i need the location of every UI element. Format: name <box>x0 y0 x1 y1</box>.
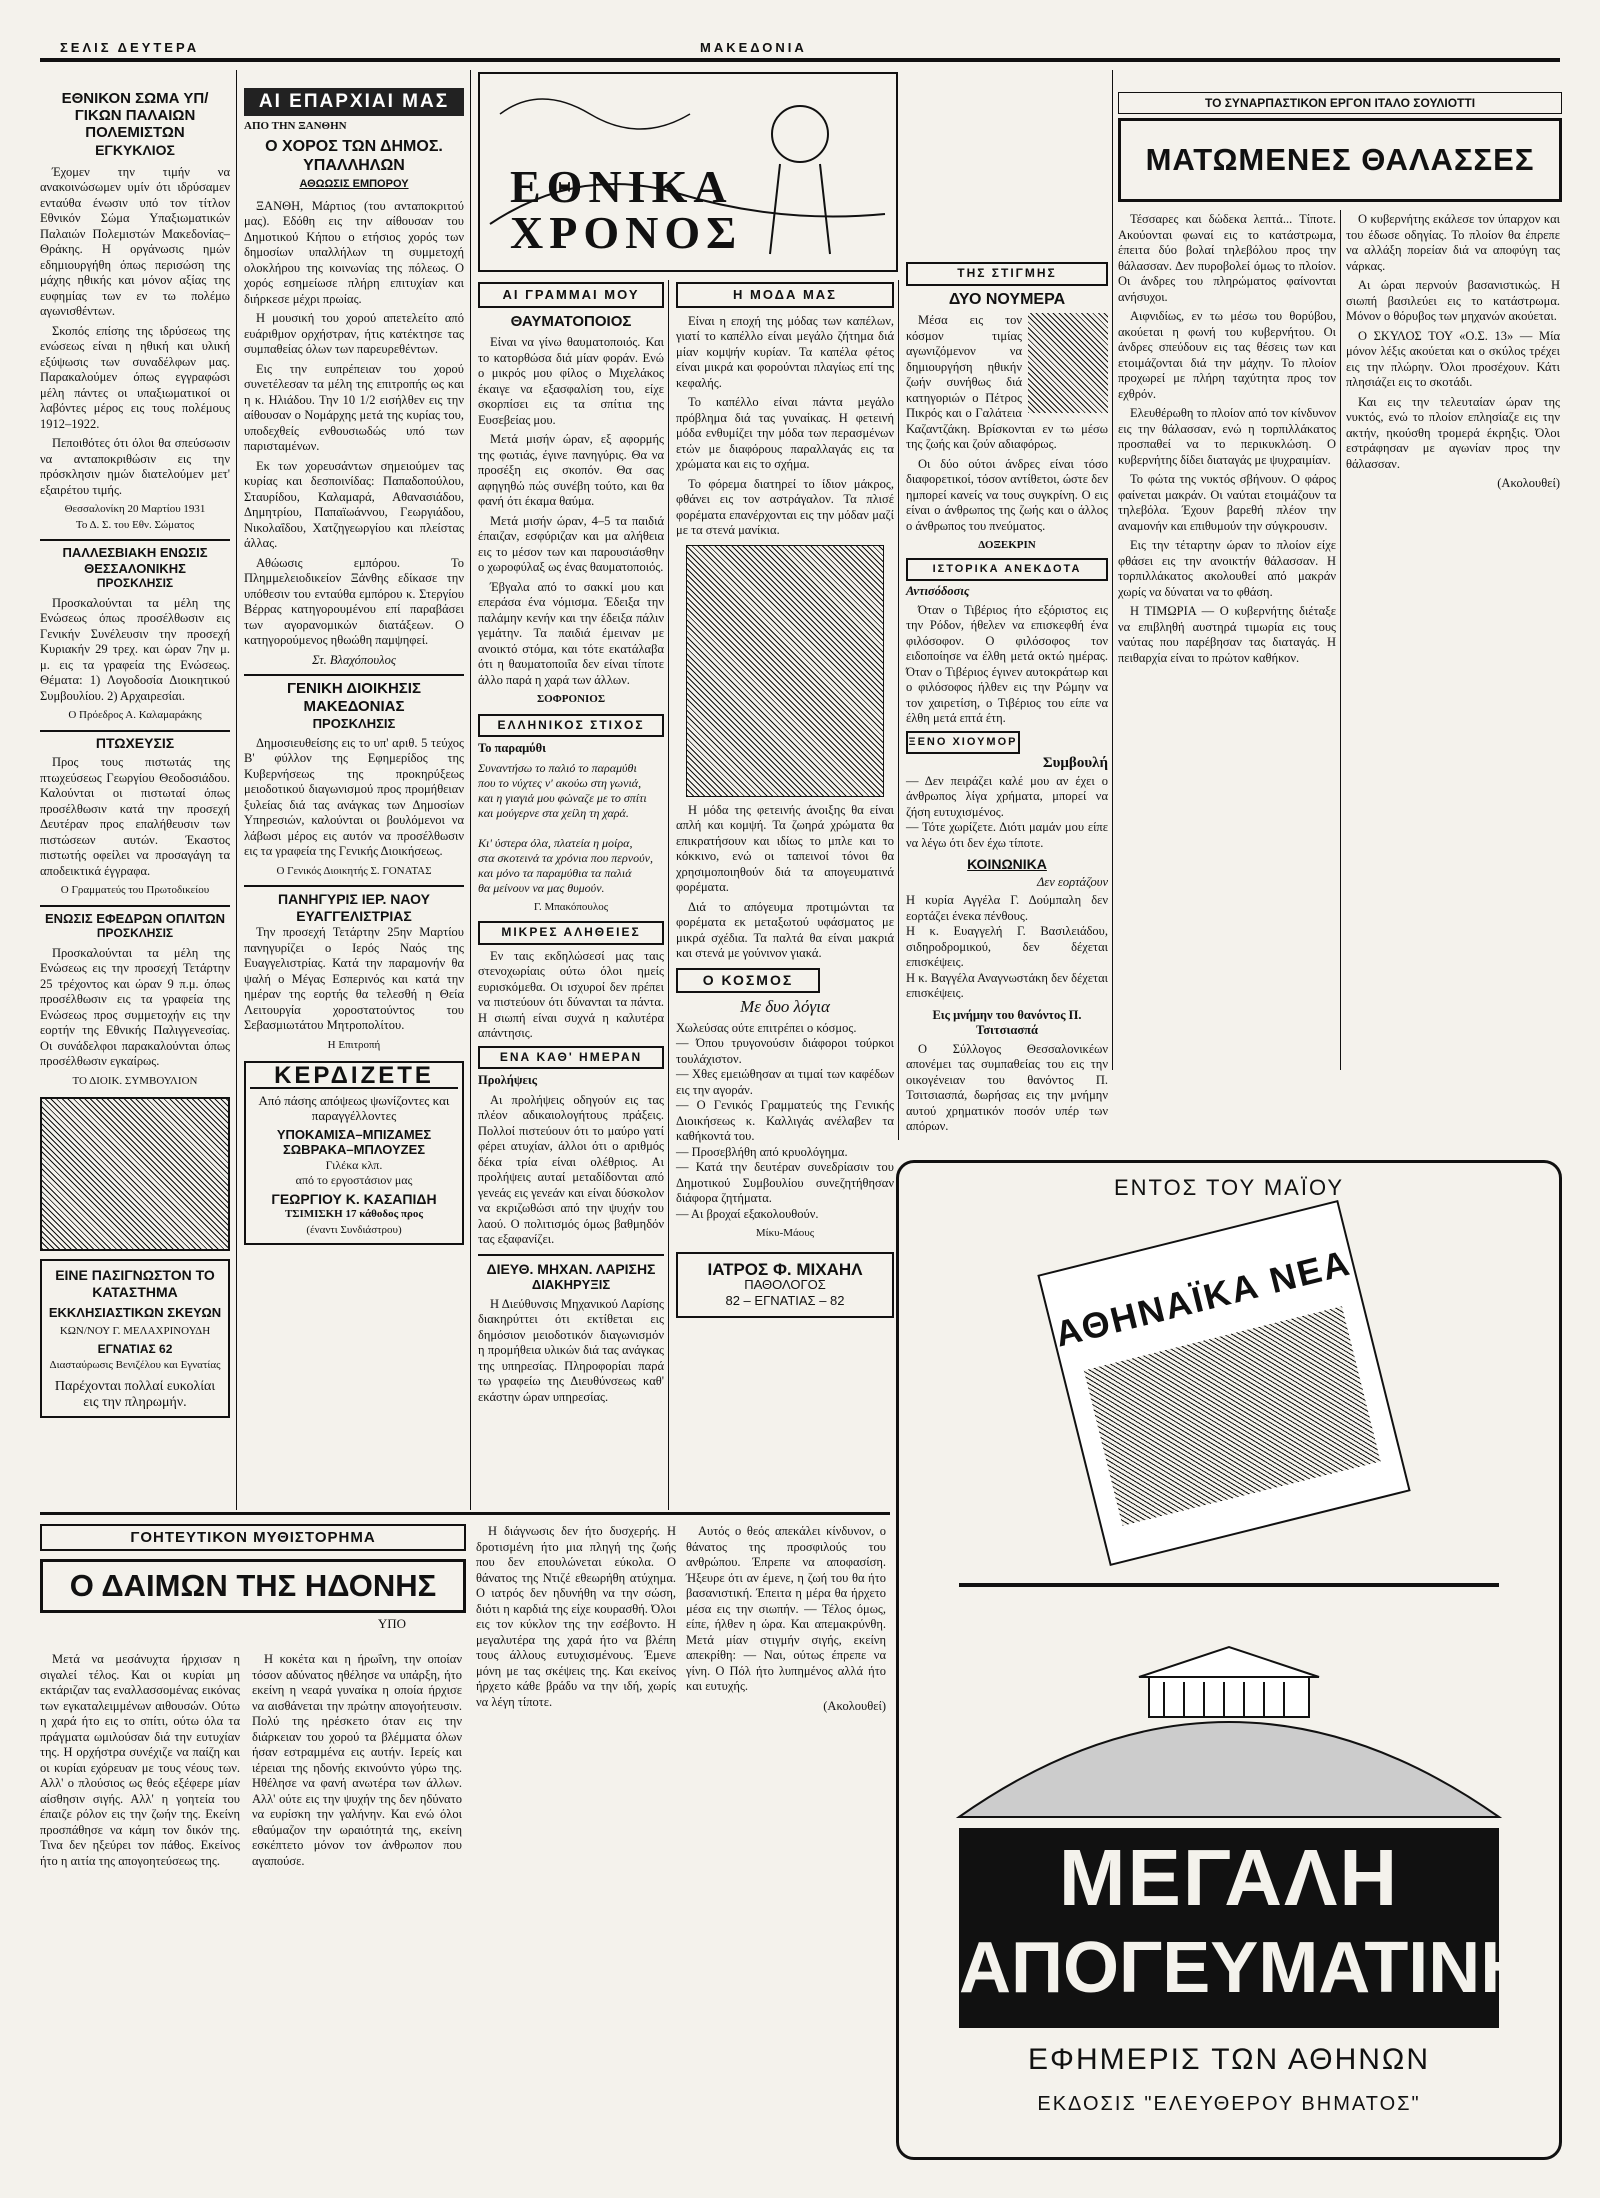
column-6a <box>1118 212 1336 1072</box>
article-paragraph: Αθώωσις εμπόρου. Το Πλημμελειοδικείον Ξάνθης εδίκασε την υπόθεσιν του ενταύθα εμπόρου κ. Στεργίου Βέρρας κατηγορουμένου επί παραβάσει των αγορανομικών διατάξεων. Ο κατηγορούμενος ηθωώθη παμψηφεί. <box>244 555 464 647</box>
section-heading: Η ΜΟΔΑ ΜΑΣ <box>676 282 894 308</box>
ecclesiastical-items-illustration <box>40 1097 230 1251</box>
news-briefs: Χωλεύσας ούτε επιτρέπει ο κόσμος. — Όπου τρυγονούσιν διάφοροι τούρκοι τουλάχιστον. — Χθες εμειώθησαν αι τιμαί των καφέδων εις την αγοράν. — Ο Γενικός Γραμματεύς της Γενικής Διοικήσεως κ. Καλλιγάς ανέλαβεν τα καθήκοντά του. — Προσεβλήθη από κρυολόγημα. — Κατά την δευτέραν συνεδρίασιν του Δημοτικού Συμβουλίου συνεζητήθησαν διάφορα ζητήματα. — Αι βροχαί εξακολουθούν. <box>676 1020 894 1221</box>
masthead-rule <box>40 58 1560 62</box>
section-banner: ΑΙ ΕΠΑΡΧΙΑΙ ΜΑΣ <box>244 88 464 116</box>
portrait-illustration <box>1028 313 1108 413</box>
signature: Ο Γραμματεύς του Πρωτοδικείου <box>60 884 210 896</box>
article-paragraph: Η κοκέτα και η ήρωΐνη, την οποίαν τόσον αδύνατος ηθέλησε να υπάρξη, ήτο εκείνη η νεαρά γυναίκα η οποία ήρχισε να αισθάνεται την πρώτην απογοήτευσιν. Πολύ της ηρέσκετο όταν εις την διάρκειαν του χορού τα βλέμματα όλων ήσαν εστραμμένα εις αυτήν. Ιερείς και ιέρειαι της ηδονής εκινούντο γύρω της. Ηθέλησε να φανή ανωτέρα των άλλων. Αλλ' ούτε εις την ψυχήν της δεν ηδύνατο να ευρίσκη την γαλήνην. Και ενώ όλοι εθαύμαζον την ωραιότητά της, εκείνη εσκέπτετο μόνον τον άνθρωπον που αγαπούσε. <box>252 1652 462 1868</box>
ad-newspaper-name: ΑΘΗΝΑΪΚΑ ΝΕΑ <box>1050 1241 1355 1355</box>
article-paragraph: Σκοπός επίσης της ιδρύσεως της ενώσεως είναι η ηθική και υλική εξύψωσις των συναδέλφων μας. Παρακαλούμεν όπως εγγραφώσι μέλη πάντες οι υπαξιωματικοί οι λαβόντες μέρος εις τους πολέμους 1912–1922. <box>40 323 230 431</box>
serial-title: Ο ΔΑΙΜΩΝ ΤΗΣ ΗΔΟΝΗΣ <box>40 1559 466 1613</box>
ad-line: Από πάσης απόψεως ψωνίζοντες και παραγγέλλοντες <box>258 1092 450 1123</box>
ad-headline-word: ΜΕΓΑΛΗ <box>1058 1833 1400 1922</box>
signature: Η Επιτροπή <box>327 1038 381 1051</box>
divider <box>478 1254 664 1256</box>
ad-line: από το εργοστάσιον μας <box>295 1173 413 1187</box>
notice-body: Η Διεύθυνσις Μηχανικού Λαρίσης διακηρύττει ότι εκτίθεται εις δημόσιον μειοδοτικόν διαγωνισμόν η προμήθεια υλικών διά τας ανάγκας της υπηρεσίας. Πληροφορίαι παρά τω γραφείω της Διευθύνσεως καθ' εκάστην ώραν υπηρεσίας. <box>478 1296 664 1404</box>
newspaper-columns-illustration <box>1084 1306 1381 1526</box>
notice-body: Δημοσιευθείσης εις το υπ' αριθ. 5 τεύχος Β' φύλλον της Εφημερίδος της Κυβερνήσεως της προκηρύξεως μειοδοτικού διαγωνισμού προς προμήθειαν ξυλείας διά τας ανάγκας των Δημοσίων Υπηρεσιών, καλούνται οι βουλόμενοι να λάβωσι μέρος εις αυτόν να προσέλθωσιν εις τα γραφεία της Γενικής Διοικήσεως. <box>244 735 464 858</box>
article-paragraph: Τέσσαρες και δώδεκα λεπτά... Τίποτε. Ακούονται φωναί εις το κατάστρωμα, έπειτα δύο βολαί τηλεβόλου προς την θάλασσαν. Δεν πυροβολεί όμως το πλοίον. Οι άνδρες του πληρώματος φαίνονται ανήσυχοι. <box>1118 212 1336 304</box>
article-paragraph: Μετά μισήν ώραν, 4–5 τα παιδιά έπαιζαν, εσφύριζαν και μα αλήθεια εις το μέσον των και παρουσιάσθην ο χωροφύλαξ ως ένας θαυματοποιός. <box>478 513 664 574</box>
ad-merchant-name: ΓΕΩΡΓΙΟΥ Κ. ΚΑΣΑΠΙΔΗ <box>271 1190 437 1207</box>
article-title: ΔΥΟ ΝΟΥΜΕΡΑ <box>948 290 1066 308</box>
divider <box>244 674 464 676</box>
dateline: ΑΠΟ ΤΗΝ ΞΑΝΘΗΝ <box>244 119 347 132</box>
ad-tagline: ΕΝΤΟΣ ΤΟΥ ΜΑΪΟΥ <box>1113 1175 1345 1200</box>
ad-specialty: ΠΑΘΟΛΟΓΟΣ <box>744 1277 826 1292</box>
serial-header <box>40 1524 466 1644</box>
notice-body: Προς τους πιστωτάς της πτωχεύσεως Γεωργίου Θεοδοσιάδου. Καλούνται οι πιστωταί όπως προσέλθωσιν κατά την προσεχή Δευτέραν προς επαλήθευσιν των πιστώσεων αυτών. Έκαστος πιστωτής οφείλει να προσαγάγη τα αποδεικτικά έγγραφα. <box>40 755 230 878</box>
notice-subtitle: ΠΡΟΣΚΛΗΣΙΣ <box>312 716 396 731</box>
ad-offer: Παρέχονται πολλαί ευκολίαι εις την πληρωμήν. <box>54 1379 216 1410</box>
ad-doctor-name: ΙΑΤΡΟΣ Φ. ΜΙΧΑΗΛ <box>707 1259 863 1279</box>
serial-title: ΜΑΤΩΜΕΝΕΣ ΘΑΛΑΣΣΕΣ <box>1118 118 1562 202</box>
page-label: ΣΕΛΙΣ ΔΕΥΤΕΡΑ <box>60 40 200 55</box>
article-paragraph: Η διάγνωσις δεν ήτο δυσχερής. Η δροτισμένη ήτο μια πληγή της ζωής που δεν επουλώνεται εύκολα. Ο θάνατος της Ντιζέ εθεωρήθη ατύχημα. Ο ιατρός δεν ηδυνήθη να την σώση, διότι η καρδιά της είχε κουρασθή. Όλοι εις τον κύκλον της την εσέβοντο. Η μεγαλυτέρα της χαρά ήτο να βλέπη τους άλλους ευτυχισμένους. Έμενε μόνη με τας σκέψεις της. Και εκείνος ήρχετο κάθε βράδυ να την ιδή, χωρίς να λέγη τίποτε. <box>476 1524 676 1709</box>
column-4 <box>676 282 894 1510</box>
divider <box>40 730 230 732</box>
column-3 <box>478 282 664 1510</box>
section-heading: ΞΕΝΟ ΧΙΟΥΜΟΡ <box>906 731 1020 755</box>
clothing-advertisement <box>244 1061 464 1245</box>
ad-headline: ΚΕΡΔΙΖΕΤΕ <box>250 1068 458 1089</box>
section-heading: ΕΝΑ ΚΑΘ' ΗΜΕΡΑΝ <box>478 1046 664 1070</box>
ad-headline: ΕΙΝΕ ΠΑΣΙΓΝΩΣΤΟΝ ΤΟ ΚΑΤΑΣΤΗΜΑ <box>55 1267 215 1300</box>
article-subtitle: ΑΘΩΩΣΙΣ ΕΜΠΟΡΟΥ <box>299 178 409 190</box>
notice-subtitle: ΔΙΑΚΗΡΥΞΙΣ <box>531 1277 611 1292</box>
column-divider <box>668 280 669 1510</box>
notice-subtitle: ΠΡΟΣΚΛΗΣΙΣ <box>96 926 174 940</box>
social-notes: Η κυρία Αγγέλα Γ. Δούμπαλη δεν εορτάζει ένεκα πένθους. Η κ. Ευαγγελή Γ. Βασιλειάδου, σιδηροδρομικού, δεν δέχεται επισκέψεις. Η κ. Βαγγέλα Αναγνωστάκη δεν δέχεται επισκέψεις. <box>906 893 1108 1000</box>
section-heading: ΑΙ ΓΡΑΜΜΑΙ ΜΟΥ <box>478 282 664 308</box>
article-paragraph: Το φώτα της νυκτός σβήνουν. Ο φάρος φαίνεται μακράν. Οι ναύται ετοιμάζουν τα τηλεβόλα. Έχουν βαρεθή πλέον την αναμονήν και επιθυμούν την σύγκρουσιν. <box>1118 472 1336 533</box>
banner-lettering: ΕΘΝΙΚΑ ΧΡΟΝΟΣ <box>510 161 743 258</box>
continuation-note: (Ακολουθεί) <box>1497 476 1560 490</box>
serial-author: ΥΠΟ <box>377 1616 406 1631</box>
article-paragraph: Ο ΣΚΥΛΟΣ ΤΟΥ «Ο.Σ. 13» — Μία μόνον λέξις ακούεται και ο σκύλος τρέχει εις την πλώρην. Όλοι προσέχουν. Κάτι πλησιάζει εις το σκοτάδι. <box>1346 328 1560 389</box>
article-paragraph: Έβγαλα από το σακκί μου και επεράσα ένα νόμισμα. Έδειξα την παλάμην κενήν και την έδειξα πάλιν γεμάτην. Τα παιδιά έμειναν με ανοικτό στόμα, και τότε εκατάλαβα ότι η θαυματοποιΐα δεν είναι τίποτε άλλο παρά η χαρά των άλλων. <box>478 579 664 687</box>
signature: ΤΟ ΔΙΟΙΚ. ΣΥΜΒΟΥΛΙΟΝ <box>72 1074 198 1087</box>
ad-headline-word: ΑΠΟΓΕΥΜΑΤΙΝΗ <box>959 1928 1533 2008</box>
ad-address: ΕΓΝΑΤΙΑΣ 62 <box>97 1342 173 1356</box>
ad-publisher: ΕΚΔΟΣΙΣ "ΕΛΕΥΘΕΡΟΥ ΒΗΜΑΤΟΣ" <box>1037 2093 1421 2115</box>
article-paragraph: Αιφνιδίως, εν τω μέσω του θορύβου, ακούεται η φωνή του κυβερνήτου. Οι άνδρες σπεύδουν εις τας θέσεις των και ετοιμάζονται διά την μάχην. Το πλοίον προχωρεί με πλήρη ταχύτητα προς τον εχθρόν. <box>1118 309 1336 401</box>
section-heading: ΚΟΙΝΩΝΙΚΑ <box>967 856 1047 872</box>
article-paragraph: Έχομεν την τιμήν να ανακοινώσωμεν υμίν ότι ιδρύσαμεν ενταύθα ένωσιν υπό τον τίτλον Εθνικόν Σώμα Υπαξιωματικών Παλαιών Πολεμιστών Μακεδονίας–Θράκης. Η οργάνωσις ημών εδημιουργήθη όπως περισώση της μάχης ηθικής και μόνον αξίας της ευφημίας των εν τω πολέμω αγωνισθέντων. <box>40 164 230 318</box>
section-heading: ΜΙΚΡΕΣ ΑΛΗΘΕΙΕΣ <box>478 921 664 945</box>
masthead-illustration <box>478 72 898 272</box>
newspaper-illustration <box>1037 1200 1410 1566</box>
serial-topline: ΤΟ ΣΥΝΑΡΠΑΣΤΙΚΟΝ ΕΡΓΟΝ ΙΤΑΛΟ ΣΟΥΛΙΟΤΤΙ <box>1118 92 1562 114</box>
serial-label: ΓΟΗΤΕΥΤΙΚΟΝ ΜΥΘΙΣΤΟΡΗΜΑ <box>40 1524 466 1551</box>
article-paragraph: Όταν ο Τιβέριος ήτο εξόριστος εις την Ρόδον, ήθελεν να επισκεφθή ένα φιλόσοφον. Ο φιλόσοφος τον ειδοποίησε να έλθη μετά οκτώ ημέρας. Όταν ο Τιβέριος έγινεν αυτοκράτωρ και ο φιλόσοφος ήλθεν εις την Ρώμην να τον χαιρετίση, ο Τιβέριος του είπε να έλθη μετά επτά έτη. <box>906 602 1108 725</box>
article-paragraph: Ο Σύλλογος Θεσσαλονικέων απονέμει τας συμπαθείας του εις την οικογένειαν του θανόντος Π. Τσιτσιασπά, δωρήσας εις την μνήμην αυτού χρηματικόν ποσόν υπέρ των απόρων. <box>906 1041 1108 1133</box>
ad-owner: ΚΩΝ/ΝΟΥ Γ. ΜΕΛΑΧΡΙΝΟΥΔΗ <box>59 1324 211 1337</box>
article-paragraph: Ο κυβερνήτης εκάλεσε τον ύπαρχον και του έδωσε οδηγίας. Το πλοίον θα έπρεπε να αλλάξη πορείαν διά να αποφύγη τας νάρκας. <box>1346 212 1560 273</box>
column-divider <box>1112 70 1113 1070</box>
notice-body: Προσκαλούνται τα μέλη της Ενώσεως εις την προσεχή Τετάρτην 25 τρέχοντος και ώραν 9 π.μ. όπως προσέλθωσιν εις τα γραφεία της Ενώσεως προς συμμετοχήν εις την εορτήν της Εθνικής Παλιγγενεσίας. Οι συνάδελφοι παρακαλούνται όπως προσέλθωσιν εγκαίρως. <box>40 945 230 1068</box>
serial-column-3 <box>476 1524 676 2174</box>
divider <box>40 905 230 907</box>
article-paragraph: Μετά μισήν ώραν, εξ αφορμής της φωτιάς, έγινε πανηγύρις. Θα να προσέξη εις σκοπόν. Θα σας αφηγηθώ πώς συνέβη τούτο, και θα φανή ότι έκαμα θαύμα. <box>478 432 664 508</box>
signature: Ο Πρόεδρος Α. Καλαμαράκης <box>68 709 202 721</box>
article-subtitle: Με δυο λόγια <box>740 997 830 1016</box>
article-subtitle: Εις μνήμην του θανόντος Π. Τσιτσιασπά <box>932 1007 1082 1037</box>
article-paragraph: Μετά να μεσάνυχτα ήρχισαν η σιγαλεί τέλος. Και οι κυρίαι μη εκτάριζαν τας εναλλασσομένας εικόνας των εγκαταλειμμένων αιθουσών. Ούτω η χαρά ήτο εις το σπίτι, ούτω όλα τα πράγματα ωμιλούσαν διά την ευτυχίαν της. Η ορχήστρα συνέχιζε να παίζη και οι κυρίαι εχόρευαν με τους νέους των. Αλλ' ο πλούσιος ως θεός εξέφερε μίαν αίσθησιν σιγής. Αλλ' η γοητεία του έπαιζε ρόλον εις την ζωήν της. Εκείνη προσπάθησε να κάμη τον δικόν της. Τινα δεν ηξεύρει τον πάθος. Εκείνος ήτο η αιτία της απογοητεύσεως της. <box>40 1652 240 1868</box>
article-paragraph: Η ΤΙΜΩΡΙΑ — Ο κυβερνήτης διέταξε να επιβληθή αυστηρά τιμωρία εις τους ναύτας που παρέβησαν τας διαταγάς. Η πειθαρχία είναι το πρώτον καθήκον. <box>1118 604 1336 665</box>
article-title: ΘΑΥΜΑΤΟΠΟΙΟΣ <box>510 312 632 330</box>
article-paragraph: Είναι να γίνω θαυματοποιός. Και το κατορθώσα διά μίαν φοράν. Ενώ ο μικρός μου φίλος ο Μιχελάκος έκαιγε να εξασφαλίση του, είχε σκορπίσει εις τα σπίτια της Ευσεβείας μου. <box>478 335 664 427</box>
acropolis-illustration <box>959 1583 1499 1813</box>
serial-column-1 <box>40 1652 240 2172</box>
column-2 <box>244 88 464 1508</box>
ad-line: Γιλέκα κλπ. <box>325 1157 383 1172</box>
signature: ΣΟΦΡΟΝΙΟΣ <box>536 693 606 705</box>
article-paragraph: Αι προλήψεις οδηγούν εις τας πλέον αδικαιολογήτους πράξεις. Πολλοί πιστεύουν ότι το μαύρο γατί φέρει ατυχίαν, άλλοι ότι ο αριθμός δέκα τρία είναι ολέθριος. Αι προλήψεις αυταί μεταδίδονται από γενεάς εις γενεάν και είναι δύσκολον να εκριζωθώσι από την ψυχήν του λαού. Ο πολιτισμός όμως βαθμηδόν τας εξαφανίζει. <box>478 1092 664 1246</box>
section-heading: ΕΛΛΗΝΙΚΟΣ ΣΤΙΧΟΣ <box>478 714 664 738</box>
article-paragraph: Είναι η εποχή της μόδας των καπέλων, γιατί το καπέλλο είναι μεγάλο ζήτημα διά μίαν κομψήν κυρίαν. Τα καπέλα φέτος είναι μικρά και φορούνται πλαγίως επί της κεφαλής. <box>676 313 894 390</box>
article-subtitle: Συμβουλή <box>1042 755 1108 771</box>
signature: ΔΟΞΕΚΡΙΝ <box>978 539 1036 551</box>
notice-body: Την προσεχή Τετάρτην 25ην Μαρτίου πανηγυρίζει ο Ιερός Ναός της Ευαγγελιστρίας. Κατά την παραμονήν θα ψαλή ο Μέγας Εσπερινός και κατά την ημέραν της εορτής θα τελεσθή η Θεία Λειτουργία χοροστατούντος του Σεβασμιωτάτου Μητροπολίτου. <box>244 925 464 1032</box>
signature: Ο Γενικός Διοικητής Σ. ΓΟΝΑΤΑΣ <box>276 864 432 877</box>
article-title: Ο ΧΟΡΟΣ ΤΩΝ ΔΗΜΟΣ. ΥΠΑΛΛΗΛΩΝ <box>265 138 443 174</box>
article-paragraph: Αι ώραι περνούν βασανιστικώς. Η σιωπή βασιλεύει εις το κατάστρωμα. Μόνον ο θόρυβος των μηχανών ακούεται. <box>1346 278 1560 323</box>
section-heading: ΤΗΣ ΣΤΙΓΜΗΣ <box>906 262 1108 286</box>
article-paragraph: Εν ταις εκδηλώσεσί μας ταις στενοχωρίαις ούτω όλοι ημείς ευρισκόμεθα. Οι ισχυροί δεν πρέπει να πιστεύουν ότι δύνανται τα πάντα. Η σιωπή είναι συχνά η καλυτέρα απάντησις. <box>478 948 664 1040</box>
dateline: Θεσσαλονίκη 20 Μαρτίου 1931 <box>64 503 206 515</box>
ad-address-note: (έναντι Συνδιάστρου) <box>306 1223 402 1236</box>
article-subtitle: Αντισόδοσις <box>906 584 970 598</box>
column-5 <box>906 262 1108 1133</box>
notice-title: ΓΕΝΙΚΗ ΔΙΟΙΚΗΣΙΣ ΜΑΚΕΔΟΝΙΑΣ <box>287 680 421 715</box>
section-heading: Ο ΚΟΣΜΟΣ <box>676 968 820 994</box>
article-paragraph: Μέσα εις τον κόσμον τιμίας αγωνιζόμενον να δημιουργήση ηθικήν ζωήν συνήθως διά κατηγοριών ο Πέτρος Πικρός και ο Γαλάτεια Καζαντζάκη. Βρίσκονται εν τω μέσω της ζωής και ζούν αδιαφόρως. <box>906 313 1108 451</box>
ad-cross-street: Διασταύρωσις Βενιζέλου και Εγνατίας <box>49 1358 221 1371</box>
divider <box>244 885 464 887</box>
article-paragraph: Εις την ευπρέπειαν του χορού συνετέλεσαν τα μέλη της επιτροπής ως και η κ. Ηλιάδου. Την 10 1/2 εισήλθεν εις την αίθουσαν ο Νομάρχης μετά της κυρίας του, υποδεχθείς ενθουσιωδώς υπό των παρισταμένων. <box>244 361 464 453</box>
signature: Στ. Βλαχόπουλος <box>312 652 396 667</box>
article-paragraph: Το φόρεμα διατηρεί το ίδιον μάκρος, φθάνει εις τον αστράγαλον. Τα πλισέ φορέματα επανέρχονται εις την μόδαν μαζί με τα στενά μανίκια. <box>676 476 894 537</box>
article-paragraph: Διά το απόγευμα προτιμώνται τα φορέματα εκ μεταξωτού υφάσματος με μικρά σχέδια. Τα παλτά θα είναι μακριά και στενά με γούνινον γιακά. <box>676 899 894 960</box>
notice-subtitle: ΠΡΟΣΚΛΗΣΙΣ <box>96 576 174 590</box>
article-paragraph: Πεποιθότες ότι όλοι θα σπεύσωσιν να ανταποκριθώσιν εις την πρόσκλησιν ημών διατελούμεν μετ' εξαιρέτου τιμής. <box>40 436 230 497</box>
article-paragraph: Η μουσική του χορού απετελείτο από ευάριθμον ορχήστραν, ήτις κατέκτησε τας συμπαθείας όλων των παρευρεθέντων. <box>244 311 464 356</box>
ad-address: 82 – ΕΓΝΑΤΙΑΣ – 82 <box>725 1292 845 1308</box>
article-paragraph: ΞΑΝΘΗ, Μάρτιος (του ανταποκριτού μας). Εδόθη εις την αίθουσαν του Δημοτικού Κήπου ο ετήσιος χορός των δημοσίων υπαλλήλων τη συμμετοχή ολοκλήρου της κοινωνίας της πόλεως. Ο χορός εσημείωσε πλήρη επιτυχίαν και διήρκεσε μέχρι πρωίας. <box>244 198 464 306</box>
article-paragraph: Εκ των χορευσάντων σημειούμεν τας κυρίας και δεσποινίδας: Παπαδοπούλου, Σταυρίδου, Καλαμαρά, Αθανασιάδου, Δημητρίου, Παπαϊωάννου, Γεωργιάδου, Νικολαΐδου, Χατζηγεωργίου και πλείστας άλλας. <box>244 458 464 550</box>
article-paragraph: — Δεν πειράζει καλέ μου αν έχει ο άνθρωπος λίγα χρήματα, μπορεί να ζήση ευτυχισμένος. — Τότε χωρίζετε. Διότι μαμάν μου είπε να λέγω ότι δεν έχω τίποτε. <box>906 773 1108 850</box>
section-divider <box>40 1512 890 1515</box>
ad-shop-name: ΕΚΚΛΗΣΙΑΣΤΙΚΩΝ ΣΚΕΥΩΝ <box>48 1305 222 1320</box>
notice-title: ΠΑΝΗΓΥΡΙΣ ΙΕΡ. ΝΑΟΥ ΕΥΑΓΓΕΛΙΣΤΡΙΑΣ <box>278 891 430 924</box>
serial-column-4 <box>686 1524 886 2174</box>
notice-title: ΠΤΩΧΕΥΣΙΣ <box>95 734 175 751</box>
notice-body: Προσκαλούνται τα μέλη της Ενώσεως όπως προσέλθωσιν εις Γενικήν Συνέλευσιν την προσεχή Κυριακήν 29 τρεχ. και ώραν 7ην μ. μ. εις τα γραφεία της Ενώσεως. Θέματα: 1) Λογοδοσία Διοικητικού Συμβουλίου. 2) Αρχαιρεσίαι. <box>40 595 230 703</box>
article-paragraph: Και εις την τελευταίαν ώραν της νυκτός, ενώ το πλοίον επλησίαζε εις την ακτήν, ηκούσθη τρομερά έκρηξις. Όλοι εστράφησαν με αγωνίαν προς την θάλασσαν. <box>1346 394 1560 471</box>
column-divider <box>236 70 237 1510</box>
section-heading: ΙΣΤΟΡΙΚΑ ΑΝΕΚΔΟΤΑ <box>906 558 1108 582</box>
article-title: ΕΘΝΙΚΟΝ ΣΩΜΑ ΥΠ/ΓΙΚΩΝ ΠΑΛΑΙΩΝ ΠΟΛΕΜΙΣΤΩΝ <box>61 90 209 141</box>
poem-title: Το παραμύθι <box>478 741 547 755</box>
paper-name: ΜΑΚΕΔΟΝΙΑ <box>700 40 807 55</box>
article-subtitle: Προλήψεις <box>478 1073 537 1087</box>
column-divider <box>898 280 899 1140</box>
poem-text: Συναντήσω το παλιό το παραμύθι που το νύχτες ν' ακούω στη γωνιά, και η γιαγιά μου φώναζε με το σπίτι και μούγερνε στα χείλη τη χαρά. Κι' ύστερα όλα, πλατεία η μοίρα, στα σκοτεινά τα χρόνια που περνούν, και μόνο τα παραμύθια τα παλιά θα μείνουν να μας θυμούν. <box>478 760 653 895</box>
acropolis-icon <box>959 1587 1499 1817</box>
article-paragraph: Εις την τέταρτην ώραν το πλοίον είχε φθάσει εις την ανοικτήν θάλασσαν. Η τορπιλλάκατος ακολουθεί από μακράν χωρίς να δύναται να το φθάση. <box>1118 538 1336 599</box>
article-paragraph: Οι δύο ούτοι άνδρες είναι τόσο διαφορετικοί, τόσον αντίθετοι, ώστε δεν ημπορεί κανείς να τους συγκρίνη. Ο εις είναι ο άνθρωπος της ζωής και ο άλλος ο άνθρωπος του πνεύματος. <box>906 456 1108 533</box>
ad-address: ΤΣΙΜΙΣΚΗ 17 κάθοδος προς <box>284 1208 424 1220</box>
signature: Μίκυ-Μάους <box>755 1227 815 1239</box>
athens-newspaper-advertisement <box>896 1160 1562 2160</box>
continuation-note: (Ακολουθεί) <box>823 1698 886 1713</box>
fashion-illustration <box>686 545 884 797</box>
article-paragraph: Ελευθέρωθη το πλοίον από τον κίνδυνον εις την θάλασσαν, ενώ η τορπιλλάκατος προσπαθεί να το περικυκλώση. Ο κυβερνήτης δίδει διαταγάς με ψυχραιμίαν. <box>1118 406 1336 467</box>
ad-subline: ΕΦΗΜΕΡΙΣ ΤΩΝ ΑΘΗΝΩΝ <box>1028 2043 1430 2076</box>
shop-advertisement <box>40 1259 230 1418</box>
article-subtitle: ΕΓΚΥΚΛΙΟΣ <box>95 142 175 158</box>
article-paragraph: Το καπέλλο είναι πάντα μεγάλο πρόβλημα διά τας γυναίκας. Η φετεινή μόδα ενθυμίζει την μόδα των περασμένων ετών με διαφόρους παραλλαγάς εις τα χρώματα και εις το σχήμα. <box>676 395 894 471</box>
column-divider <box>470 70 471 1510</box>
notice-title: ΕΝΩΣΙΣ ΕΦΕΔΡΩΝ ΟΠΛΙΤΩΝ <box>44 910 226 926</box>
doctor-advertisement <box>676 1252 894 1319</box>
ad-products: ΥΠΟΚΑΜΙΣΑ–ΜΠΙΖΑΜΕΣ ΣΩΒΡΑΚΑ–ΜΠΛΟΥΖΕΣ <box>276 1126 432 1157</box>
notice-title: ΠΑΛΛΕΣΒΙΑΚΗ ΕΝΩΣΙΣ ΘΕΣΣΑΛΟΝΙΚΗΣ <box>62 545 208 576</box>
article-paragraph: Η μόδα της φετεινής άνοιξης θα είναι απλή και κομψή. Τα ζωηρά χρώματα θα επικρατήσουν και ιδίως το μπλε και το κόκκινο, ενώ οι ταπεινοί τόνοι θα χρησιμοποιηθούν διά τα απογευματινά φορέματα. <box>676 802 894 894</box>
serial-column-2 <box>252 1652 462 2172</box>
article-paragraph: Αυτός ο θεός απεκάλει κίνδυνον, ο θάνατος της προσφιλούς του ανθρώπου. Έπρεπε να αποφασίση. Ήξευρε ότι αν έμενε, η ζωή του θα ήτο βασανιστική. Έπειτα η μέρα θα ήρχετο μέσα εις την σιωπήν. — Τέλος όμως, είπε, ήλθεν η ώρα. Και απεμακρύνθη. Μετά μίαν στιγμήν σιγής, εκείνη απεκρίθη: — Ναι, ούτως έπρεπε να γίνη. Ο Πόλ ήτο λυπημένος αλλά ήτο και ευτυχής. <box>686 1524 886 1693</box>
column-divider <box>1340 210 1341 1070</box>
column-6b <box>1346 212 1560 1072</box>
column-1 <box>40 90 230 1510</box>
notice-title: ΔΙΕΥΘ. ΜΗΧΑΝ. ΛΑΡΙΣΗΣ <box>486 1260 656 1277</box>
signature: Γ. Μπακόπουλος <box>533 900 609 913</box>
signature: Το Δ. Σ. του Εθν. Σώματος <box>75 518 195 531</box>
article-subtitle: Δεν εορτάζουν <box>1036 874 1108 889</box>
divider <box>40 539 230 541</box>
